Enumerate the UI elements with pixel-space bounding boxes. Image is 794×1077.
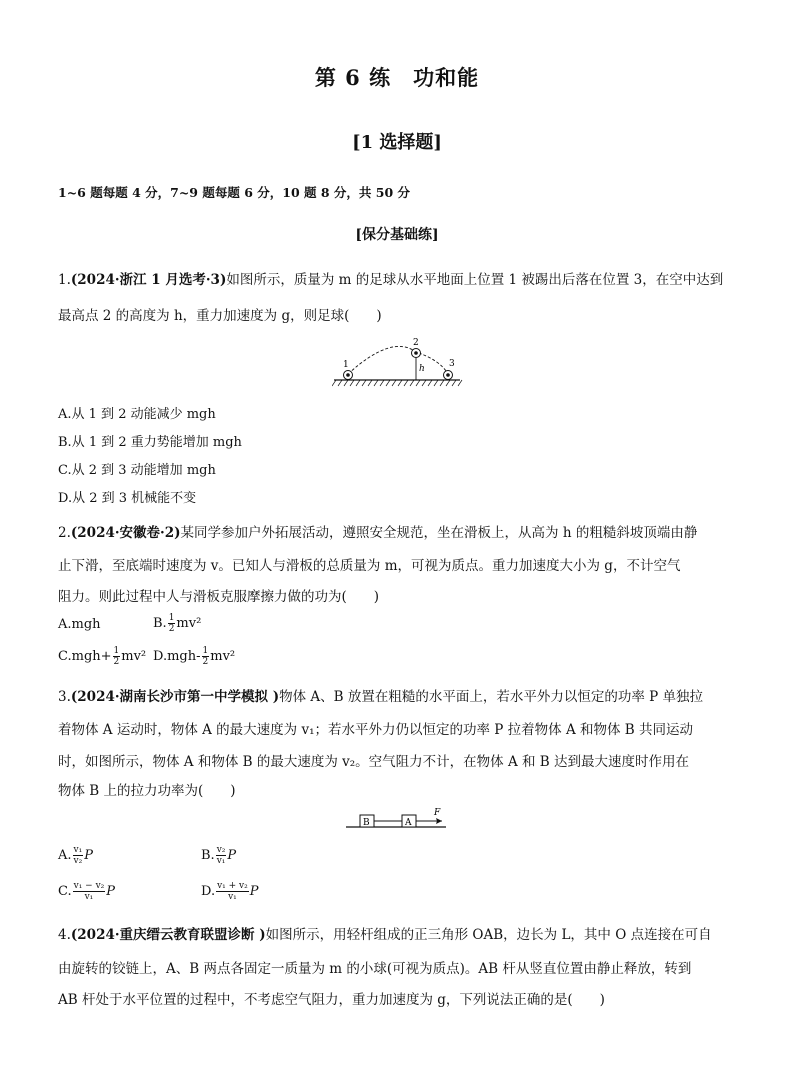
q2-option-a: A.mgh	[58, 617, 101, 632]
q2-option-c-fraction	[113, 646, 121, 667]
fraction-numerator: v₁ + v₂	[217, 881, 248, 891]
fraction-numerator: v₁	[73, 845, 83, 855]
q3-label-f: F	[434, 808, 441, 818]
q3-option-c-fraction	[73, 881, 106, 902]
q1-ground	[332, 380, 462, 386]
q3-option-b-p: P	[227, 848, 237, 863]
q1-label-2: 2	[413, 338, 419, 348]
q1-label-1: 1	[343, 360, 349, 370]
fraction-numerator: v₁ − v₂	[73, 881, 105, 891]
section-heading: [1 选择题]	[352, 132, 442, 153]
q3-option-d	[201, 881, 259, 902]
q2-option-b-expr: mv²	[176, 616, 202, 631]
q2-source: (2024·安徽卷·2)	[70, 525, 181, 541]
q3-option-c-letter: C.	[58, 884, 72, 899]
q1-stem-line1	[58, 268, 723, 288]
q4-stem-line1	[58, 923, 712, 943]
fraction-numerator: 1	[202, 646, 209, 656]
q1-ball-3	[444, 371, 453, 380]
q3-option-a-p: P	[84, 848, 93, 863]
q4-stem-text: 如图所示，用轻杆组成的正三角形 OAB，边长为 L，其中 O 点连接在可自	[265, 927, 712, 943]
q1-option-d: D.从 2 到 3 机械能不变	[58, 491, 197, 506]
q1-stem-text: 如图所示，质量为 m 的足球从水平地面上位置 1 被踢出后落在位置 3，在空中达到	[226, 272, 724, 288]
q3-option-b	[201, 845, 236, 866]
q1-ball-2	[412, 349, 421, 358]
q1-stem-line2: 最高点 2 的高度为 h，重力加速度为 g，则足球( )	[58, 308, 382, 324]
q4-number: 4.	[58, 927, 71, 943]
q1-option-a: A.从 1 到 2 动能减少 mgh	[58, 407, 216, 422]
q2-option-c	[58, 646, 146, 667]
q3-label-b: B	[363, 818, 370, 828]
q3-stem-line4: 物体 B 上的拉力功率为( )	[58, 783, 236, 799]
q2-option-b-letter: B.	[153, 616, 167, 631]
scoring-note: 1~6 题每题 4 分，7~9 题每题 6 分，10 题 8 分，共 50 分	[58, 185, 410, 200]
q2-option-d-expr: D.mgh-	[153, 649, 201, 664]
q3-option-b-fraction	[216, 845, 227, 866]
fraction-denominator: v₁	[84, 892, 94, 902]
fraction-denominator: v₁	[228, 892, 237, 902]
q3-figure	[346, 806, 450, 834]
subsection-heading: [保分基础练]	[355, 227, 439, 243]
q3-source: (2024·湖南长沙市第一中学模拟 )	[70, 689, 280, 705]
fraction-denominator: 2	[113, 657, 120, 667]
q1-option-b: B.从 1 到 2 重力势能增加 mgh	[58, 435, 242, 450]
q3-stem-line3: 时，如图所示，物体 A 和物体 B 的最大速度为 v₂。空气阻力不计，在物体 A 和 B 达到最大速度时作用在	[58, 754, 689, 770]
fraction-denominator: v₁	[216, 856, 226, 866]
q2-option-c-expr: C.mgh+	[58, 649, 112, 664]
q3-stem-line2: 着物体 A 运动时，物体 A 的最大速度为 v₁；若水平外力仍以恒定的功率 P 拉着物体 A 和物体 B 共同运动	[58, 722, 693, 738]
q2-stem-line1	[58, 521, 697, 541]
q3-option-c	[58, 881, 115, 902]
q3-stem-text: 物体 A、B 放置在粗糙的水平面上，若水平外力以恒定的功率 P 单独拉	[279, 689, 704, 705]
q4-stem-line2: 由旋转的铰链上，A、B 两点各固定一质量为 m 的小球(可视为质点)。AB 杆从竖直位置由静止释放，转到	[58, 961, 692, 977]
q1-source: (2024·浙江 1 月选考·3)	[70, 272, 227, 288]
q4-stem-line3: AB 杆处于水平位置的过程中，不考虑空气阻力，重力加速度为 g，下列说法正确的是( )	[58, 992, 605, 1008]
q1-label-3: 3	[449, 359, 455, 369]
page-title: 第 6 练 功和能	[314, 65, 480, 90]
fraction-numerator: v₂	[216, 845, 226, 855]
q3-option-a	[58, 845, 93, 866]
q3-stem-line1	[58, 685, 703, 705]
q2-stem-line2: 止下滑，至底端时速度为 v。已知人与滑板的总质量为 m，可视为质点。重力加速度大小为 g，不计空气	[58, 558, 681, 574]
q2-option-d-fraction	[202, 646, 210, 667]
q3-number: 3.	[58, 689, 71, 705]
q2-option-c-expr-tail: mv²	[121, 649, 147, 664]
q3-option-d-fraction	[216, 881, 249, 902]
fraction-numerator: 1	[168, 613, 175, 623]
fraction-denominator: 2	[168, 624, 175, 634]
q2-stem-text: 某同学参加户外拓展活动，遵照安全规范，坐在滑板上，从高为 h 的粗糙斜坡顶端由静	[180, 525, 698, 541]
q2-option-d	[153, 646, 235, 667]
q1-ball-1	[344, 371, 353, 380]
q3-option-d-letter: D.	[201, 884, 216, 899]
fraction-numerator: 1	[113, 646, 120, 656]
q1-number: 1.	[58, 272, 71, 288]
q3-option-b-letter: B.	[201, 848, 215, 863]
q2-option-b-fraction	[168, 613, 176, 634]
q3-option-a-letter: A.	[58, 848, 72, 863]
q2-number: 2.	[58, 525, 71, 541]
q2-stem-line3: 阻力。则此过程中人与滑板克服摩擦力做的功为( )	[58, 589, 380, 605]
q4-source: (2024·重庆缙云教育联盟诊断 )	[70, 927, 266, 943]
q3-option-a-fraction	[73, 845, 84, 866]
q3-label-a: A	[405, 818, 412, 828]
q3-option-d-p: P	[249, 884, 259, 899]
q3-option-c-p: P	[106, 884, 116, 899]
fraction-denominator: v₂	[73, 856, 83, 866]
fraction-denominator: 2	[202, 657, 209, 667]
q1-trajectory	[348, 346, 448, 374]
q2-option-d-expr-tail: mv²	[210, 649, 236, 664]
q2-option-b	[153, 613, 201, 634]
q1-figure	[332, 338, 464, 394]
q1-option-c: C.从 2 到 3 动能增加 mgh	[58, 463, 216, 478]
q1-label-h: h	[419, 364, 425, 374]
